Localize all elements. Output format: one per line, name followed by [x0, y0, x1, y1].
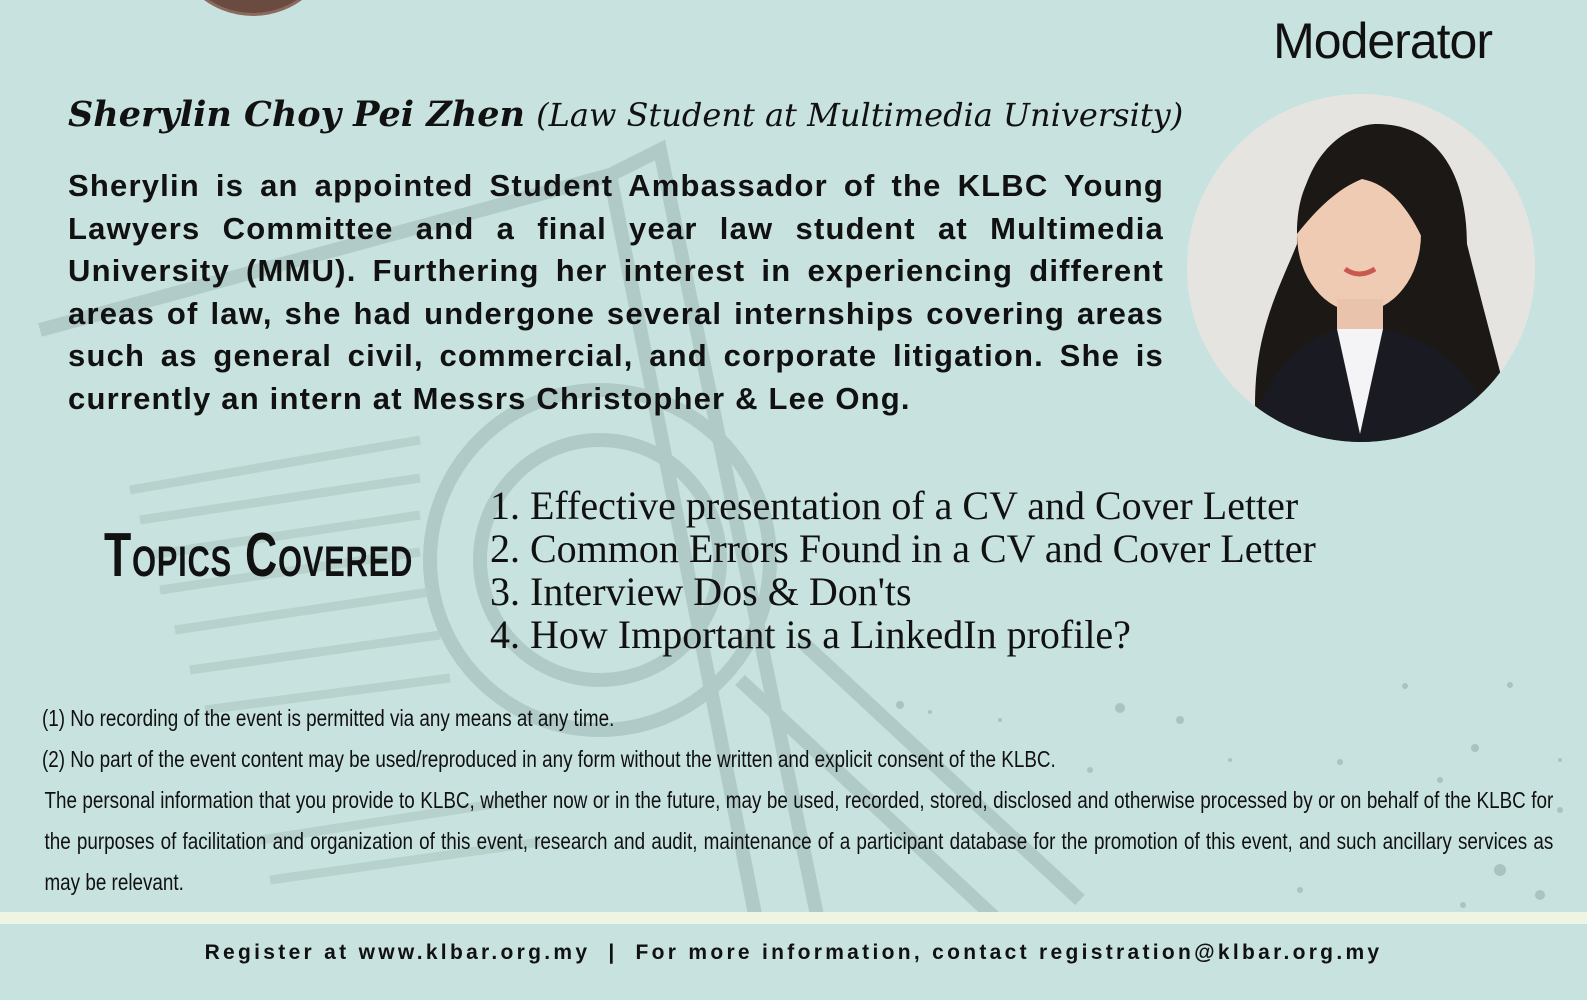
topic-text: Common Errors Found in a CV and Cover Letter	[530, 526, 1316, 571]
moderator-affiliation: (Law Student at Multimedia University)	[536, 96, 1184, 134]
topics-title: Topics Covered	[104, 521, 414, 590]
list-item: 2. Common Errors Found in a CV and Cover Letter	[490, 526, 1316, 571]
moderator-heading: Moderator	[1273, 13, 1492, 69]
list-item: 4. How Important is a LinkedIn profile?	[490, 612, 1131, 657]
topic-text: How Important is a LinkedIn profile?	[530, 612, 1131, 657]
topics-list	[490, 484, 1316, 656]
moderator-name-line	[68, 94, 1188, 135]
topic-text: Effective presentation of a CV and Cover Letter	[530, 483, 1299, 528]
privacy-notice: The personal information that you provide to KLBC, whether now or in the future, may be used, recorded, stored, disclosed and otherwise processed by or on behalf of the KLBC for the purposes of facilitation and organization of this event, research and audit, maintenance of a participant database for the promotion of this event, and such ancillary services as may be relevant.	[44, 787, 1554, 895]
footer	[0, 924, 1587, 1000]
portrait-photo-icon	[1187, 94, 1535, 442]
list-item: 3. Interview Dos & Don'ts	[490, 569, 912, 614]
list-item: 1. Effective presentation of a CV and Cover Letter	[490, 483, 1299, 528]
footer-divider	[0, 912, 1587, 924]
moderator-photo	[1187, 94, 1535, 442]
register-link[interactable]: Register at www.klbar.org.my	[204, 941, 591, 964]
contact-email-link[interactable]: For more information, contact registration@klbar.org.my	[635, 941, 1383, 964]
moderator-bio: Sherylin is an appointed Student Ambassador of the KLBC Young Lawyers Committee and a final year law student at Multimedia University (MMU). Furthering her interest in experiencing different areas of law, she had undergone several internships covering areas such as general civil, commercial, and corporate litigation. She is currently an intern at Messrs Christopher & Lee Ong.	[68, 168, 1164, 416]
rule-recording: (1) No recording of the event is permitted via any means at any time.	[42, 705, 615, 731]
topic-text: Interview Dos & Don'ts	[530, 569, 912, 614]
footer-separator: |	[608, 941, 618, 964]
moderator-name: Sherylin Choy Pei Zhen	[68, 94, 525, 135]
event-notes	[42, 698, 1554, 903]
rule-reproduction: (2) No part of the event content may be used/reproduced in any form without the written and explicit consent of the KLBC.	[42, 746, 1056, 772]
